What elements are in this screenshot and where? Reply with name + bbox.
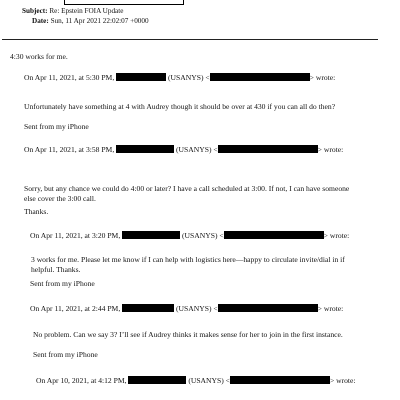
attribution-suffix: > wrote: [317, 304, 344, 313]
attribution-suffix: > wrote: [317, 145, 344, 154]
attribution-suffix: > wrote: [323, 231, 350, 240]
redaction-name [122, 231, 180, 239]
attribution-org: (USANYS) < [168, 73, 210, 82]
subject-line [22, 7, 123, 16]
attribution-prefix: On Apr 10, 2021, at 4:12 PM, [36, 376, 127, 385]
redaction-box [64, 0, 184, 5]
subject-text: Re: Epstein FOIA Update [49, 7, 124, 15]
attribution-prefix: On Apr 11, 2021, at 3:58 PM, [24, 145, 115, 154]
signature: Sent from my iPhone [24, 122, 89, 131]
signature: Sent from my iPhone [33, 350, 98, 359]
signature: Sent from my iPhone [30, 279, 95, 288]
attribution-org: (USANYS) < [176, 145, 218, 154]
message-body: Sorry, but any chance we could do 4:00 or later? I have a call scheduled at 3:00. If not, I can have someone [24, 184, 350, 193]
date-text: Sun, 11 Apr 2021 22:02:07 +0000 [50, 17, 149, 25]
attribution-suffix: > wrote: [309, 73, 336, 82]
message-body: 4:30 works for me. [10, 52, 68, 61]
redaction-email [210, 73, 310, 81]
message-body: else cover the 3:00 call. [24, 194, 96, 203]
message-body: helpful. Thanks. [31, 265, 81, 274]
attribution-line [30, 304, 343, 313]
redaction-name [116, 145, 174, 153]
date-label: Date: [32, 17, 49, 25]
redaction-email [218, 304, 318, 312]
redaction-email [230, 376, 330, 384]
attribution-line [30, 231, 349, 240]
redaction-email [224, 231, 324, 239]
attribution-line [36, 376, 356, 385]
date-line [32, 17, 149, 26]
attribution-prefix: On Apr 11, 2021, at 5:30 PM, [24, 73, 115, 82]
message-body: 3 works for me. Please let me know if I can help with logistics here—happy to circulate invite/dial in if [31, 255, 345, 264]
attribution-org: (USANYS) < [182, 231, 224, 240]
closing: Thanks. [24, 207, 49, 216]
message-body: Unfortunately have something at 4 with Audrey though it should be over at 430 if you can all do then? [24, 102, 336, 111]
attribution-line [24, 73, 335, 82]
message-body: No problem. Can we say 3? I’ll see if Audrey thinks it makes sense for her to join in the first instance. [33, 330, 343, 339]
subject-label: Subject: [22, 7, 48, 15]
attribution-prefix: On Apr 11, 2021, at 3:20 PM, [30, 231, 121, 240]
attribution-suffix: > wrote: [329, 376, 356, 385]
attribution-org: (USANYS) < [176, 304, 218, 313]
attribution-org: (USANYS) < [188, 376, 230, 385]
redaction-name [122, 304, 174, 312]
redaction-email [218, 145, 318, 153]
header-divider [2, 39, 378, 40]
redaction-name [116, 73, 166, 81]
attribution-line [24, 145, 343, 154]
attribution-prefix: On Apr 11, 2021, at 2:44 PM, [30, 304, 121, 313]
redaction-name [128, 376, 186, 384]
